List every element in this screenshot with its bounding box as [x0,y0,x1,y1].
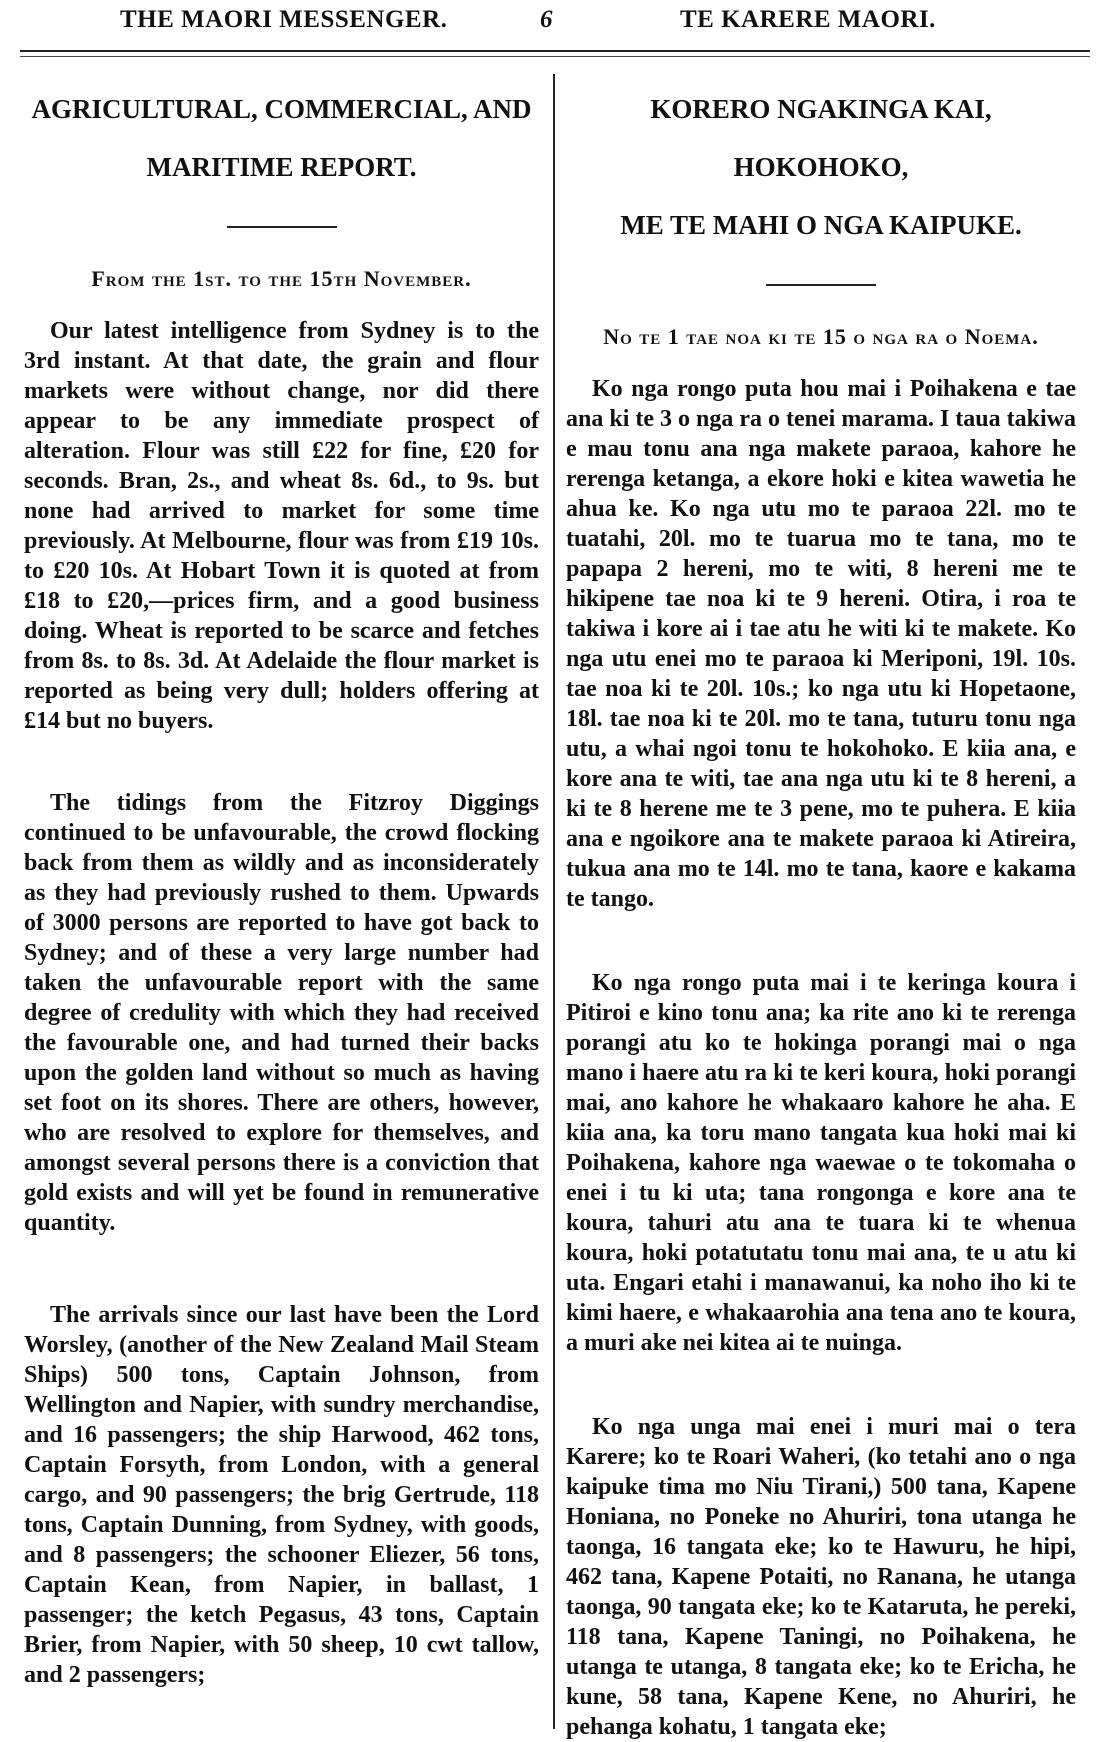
column-divider [553,74,555,1729]
page-header [0,0,1114,46]
header-maori-title: TE KARERE MAORI. [680,6,936,33]
maori-title-line2: ME TE MAHI O NGA KAIPUKE. [620,210,1022,240]
maori-paragraph-koura: Ko nga rongo puta mai i te keringa koura i Pitiroi e kino tonu ana; ka rite ano ki te rerenga porangi atu ko te hokinga porangi mai o nga mano i haere atu ra ki te keri koura, hoki porangi mai, ano kahore he whakaaro kahore he aha. E kiia ana, ka toru mano tangata kua hoki mai ki Poihakena, kahore nga waewae o te tokomaha o enei i tu ki uta; tana rongonga e kore ana te koura, tahuri atu ana te tuara ki te whenua koura, hoki potatutatu tonu mai ana, te u atu ki uta. Engari etahi i manawanui, ka noho iho ki te kimi haere, e whakaarohia ana tena ano te koura, a muri ake nei kitea ai te nuinga. [566,970,1076,1356]
header-english-title: THE MAORI MESSENGER. [120,6,448,33]
maori-title-line1: KORERO NGAKINGA KAI, HOKOHOKO, [650,94,992,182]
english-dateline: From the 1st. to the 15th November. [91,266,472,291]
english-title-line2: MARITIME REPORT. [146,152,417,182]
english-paragraph-arrivals: The arrivals since our last have been the Lord Worsley, (another of the New Zealand Mail Steam Ships) 500 tons, Captain Johnson, from Wellington and Napier, with sundry merchandise, and 16 passengers; the ship Harwood, 462 tons, Captain Forsyth, from London, with a general cargo, and 90 passengers; the brig Gertrude, 118 tons, Captain Dunning, from Sydney, with goods, and 8 passengers; the schooner Eliezer, 56 tons, Captain Kean, from Napier, in ballast, 1 passenger; the ketch Pegasus, 43 tons, Captain Brier, from Napier, with 50 sheep, 10 cwt tallow, and 2 passengers; [24,1302,539,1688]
english-title-line1: AGRICULTURAL, COMMERCIAL, AND [31,94,532,124]
maori-paragraph-makete: Ko nga rongo puta hou mai i Poihakena e tae ana ki te 3 o nga ra o tenei marama. I taua takiwa e mau tonu ana nga makete paraoa, kahore he rerenga ketanga, a ekore hoki e kitea wawetia he ahua ke. Ko nga utu mo te paraoa 22l. mo te tuatahi, 20l. mo te tuarua mo te tana, mo te papapa 2 hereni, mo te witi, 8 hereni me te hikipene tae noa ki te 9 hereni. Otira, i roa te takiwa i kore ai i tae atu he witi ki te makete. Ko nga utu enei mo te paraoa ki Meriponi, 19l. 10s. tae noa ki te 20l. 10s.; ko nga utu ki Hopetaone, 18l. tae noa ki te 20l. mo te tana, tuturu tonu nga utu, a whai ngoi tonu te hokohoko. E kiia ana, e kore ana te witi, tae ana nga utu ki te 8 hereni, a ki te 8 herene me te 3 pene, mo te puhera. E kiia ana e ngoikore ana te makete paraoa ki Atireira, tukua ana mo te 14l. mo te tana, kaore e kakama te tango. [566,376,1076,912]
english-paragraph-diggings: The tidings from the Fitzroy Diggings continued to be unfavourable, the crowd flocking back from them as wildly and as inconsiderately as they had previously rushed to them. Upwards of 3000 persons are reported to have got back to Sydney; and of these a very large number had taken the unfavourable report with the same degree of credulity with which they had received the favourable one, and had turned their backs upon the golden land without so much as having set foot on its shores. There are others, however, who are resolved to explore for themselves, and amongst several persons there is a conviction that gold exists and will yet be found in remunerative quantity. [24,790,539,1236]
maori-column [566,80,1076,1742]
english-paragraph-markets: Our latest intelligence from Sydney is to the 3rd instant. At that date, the grain and flour markets were without change, nor did there appear to be any immediate prospect of alteration. Flour was still £22 for fine, £20 for seconds. Bran, 2s., and wheat 8s. 6d., to 9s. but none had arrived to market for some time previously. At Melbourne, flour was from £19 10s. to £20 10s. At Hobart Town it is quoted at from £18 to £20,—prices firm, and a good business doing. Wheat is reported to be scarce and fetches from 8s. to 8s. 3d. At Adelaide the flour market is reported as being very dull; holders offering at £14 but no buyers. [24,318,539,734]
english-title-rule [227,226,337,228]
header-rule [20,50,1090,52]
maori-dateline: No te 1 tae noa ki te 15 o nga ra o Noema. [603,324,1039,349]
maori-title-rule [766,284,876,286]
header-rule-thin [20,56,1090,57]
maori-paragraph-kaipuke: Ko nga unga mai enei i muri mai o tera Karere; ko te Roari Waheri, (ko tetahi ano o nga kaipuke tima mo Niu Tirani,) 500 tana, Kapene Honiana, no Poneke no Ahuriri, tona utanga he taonga, 16 tangata eke; ko te Hawuru, he hipi, 462 tana, Kapene Potaiti, no Ranana, he utanga taonga, 90 tangata eke; ko te Kataruta, he pereki, 118 tana, Kapene Taningi, no Poihakena, he utanga te utanga, 8 tangata eke; ko te Ericha, he kune, 58 tana, Kapene Kene, no Ahuriri, he pehanga kohatu, 1 tangata eke; [566,1414,1076,1740]
page-number: 6 [540,6,553,33]
english-column [24,80,539,1690]
